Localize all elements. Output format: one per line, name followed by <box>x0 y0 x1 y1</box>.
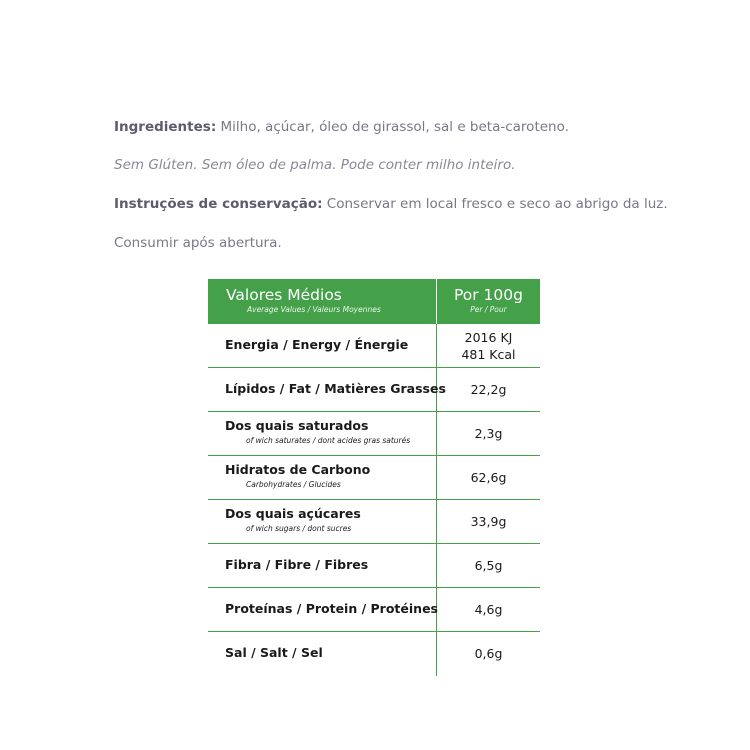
row-value-cell <box>437 368 540 411</box>
row-value <box>437 329 540 363</box>
nutrition-table <box>208 279 540 676</box>
conservation-label: Instruções de conservação: <box>114 196 323 212</box>
header-title: Valores Médios <box>226 286 342 304</box>
row-label-cell <box>208 412 437 455</box>
row-label: Sal / Salt / Sel <box>225 645 323 660</box>
table-row-fat <box>208 368 540 412</box>
table-row-sugars <box>208 500 540 544</box>
row-label-cell <box>208 324 437 367</box>
row-label: Dos quais saturados <box>225 418 369 433</box>
row-label-cell <box>208 544 437 587</box>
header-values-cell <box>208 279 437 324</box>
allergen-note: Sem Glúten. Sem óleo de palma. Pode conter milho inteiro. <box>114 157 516 173</box>
header-subtitle: Average Values / Valeurs Moyennes <box>247 305 381 314</box>
row-value-cell <box>437 588 540 631</box>
row-value-cell <box>437 324 540 367</box>
row-label-cell <box>208 456 437 499</box>
row-value-cell <box>437 500 540 543</box>
row-label: Fibra / Fibre / Fibres <box>225 557 369 572</box>
row-value-cell <box>437 456 540 499</box>
row-label-cell <box>208 500 437 543</box>
nutrition-table-header <box>208 279 540 324</box>
header-per-subtitle: Per / Pour <box>470 305 507 314</box>
row-value: 4,6g <box>474 602 503 617</box>
row-sublabel: of wich sugars / dont sucres <box>246 524 352 533</box>
table-row-fibre <box>208 544 540 588</box>
energy-kcal: 481 Kcal <box>461 347 516 362</box>
table-row-carbohydrates <box>208 456 540 500</box>
conservation-text: Conservar em local fresco e seco ao abrigo da luz. <box>322 196 668 212</box>
header-per-title: Por 100g <box>453 286 523 304</box>
row-label-cell <box>208 588 437 631</box>
row-value: 62,6g <box>470 470 507 485</box>
row-label: Proteínas / Protein / Protéines <box>225 601 438 616</box>
row-label-cell <box>208 632 437 676</box>
row-value-cell <box>437 544 540 587</box>
row-value: 0,6g <box>474 646 503 661</box>
row-value: 33,9g <box>470 514 507 529</box>
ingredients-line <box>114 118 569 136</box>
row-label: Dos quais açúcares <box>225 506 361 521</box>
energy-kj: 2016 KJ <box>464 330 513 345</box>
row-value: 22,2g <box>470 382 507 397</box>
row-value: 2,3g <box>474 426 503 441</box>
row-label: Energia / Energy / Énergie <box>225 337 409 352</box>
ingredients-text: Milho, açúcar, óleo de girassol, sal e beta-caroteno. <box>216 119 569 135</box>
row-label-cell <box>208 368 446 411</box>
row-value-cell <box>437 412 540 455</box>
row-sublabel: Carbohydrates / Glucides <box>246 480 341 489</box>
row-sublabel: of wich saturates / dont acides gras saturés <box>246 436 411 445</box>
row-value-cell <box>437 632 540 676</box>
ingredients-label: Ingredientes: <box>114 119 217 135</box>
row-label: Lípidos / Fat / Matières Grasses <box>225 381 446 396</box>
table-row-saturates <box>208 412 540 456</box>
table-row-energy <box>208 324 540 368</box>
row-value: 6,5g <box>474 558 503 573</box>
table-row-protein <box>208 588 540 632</box>
header-per-cell <box>437 279 540 324</box>
conservation-line <box>114 195 668 213</box>
table-row-salt <box>208 632 540 676</box>
row-label: Hidratos de Carbono <box>225 462 371 477</box>
consume-note: Consumir após abertura. <box>114 235 282 251</box>
